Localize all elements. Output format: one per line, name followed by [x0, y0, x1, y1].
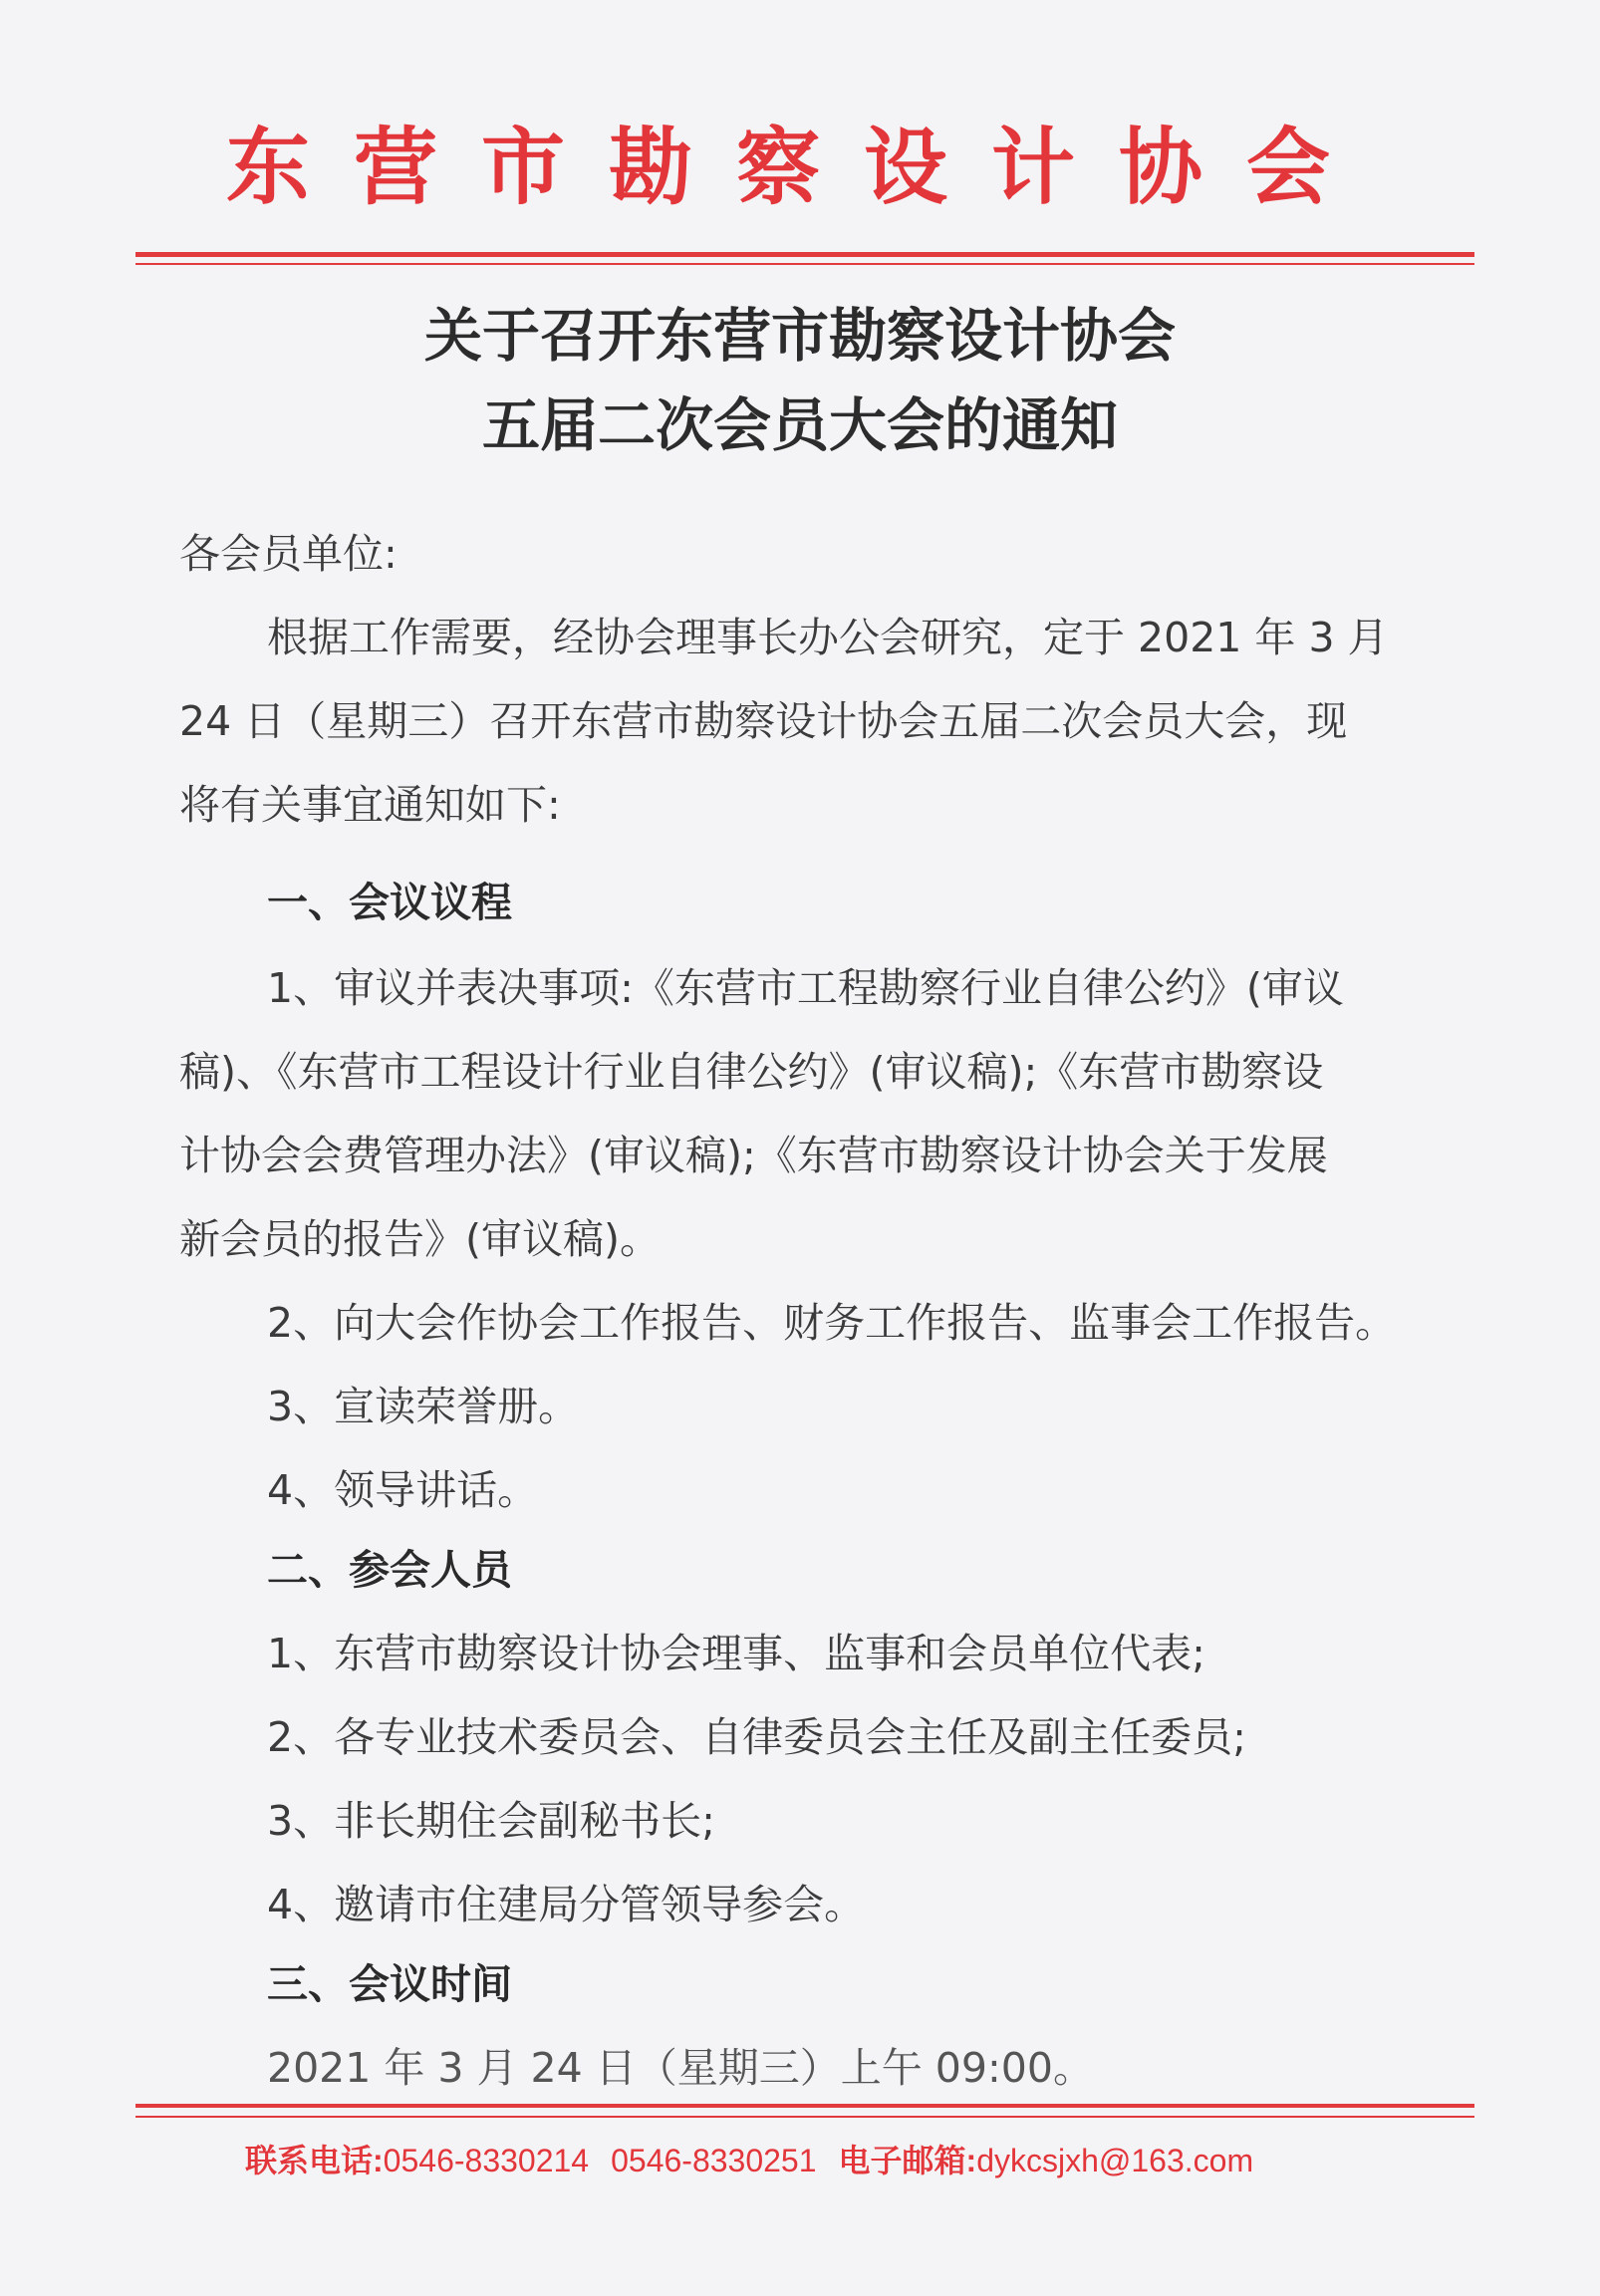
section-2-item-3: 3、非长期住会副秘书长;	[267, 1797, 715, 1845]
section-1-item-3: 3、宣读荣誉册。	[267, 1383, 580, 1430]
section-2-item-1: 1、东营市勘察设计协会理事、监事和会员单位代表;	[267, 1630, 1205, 1677]
section-1-item-1-line-1: 1、审议并表决事项:《东营市工程勘察行业自律公约》(审议	[267, 964, 1344, 1012]
phone-label: 联系电话:	[245, 2143, 384, 2178]
section-1-item-1-line-3: 计协会会费管理办法》(审议稿);《东营市勘察设计协会关于发展	[179, 1132, 1328, 1179]
notice-title-line-1: 关于召开东营市勘察设计协会	[423, 302, 1176, 370]
section-3-heading: 三、会议时间	[267, 1960, 512, 2008]
email-label: 电子邮箱:	[838, 2143, 977, 2178]
footer-contact	[245, 2138, 1253, 2183]
section-1-heading: 一、会议议程	[267, 879, 512, 926]
salutation: 各会员单位:	[179, 530, 398, 578]
intro-line-2: 24 日（星期三）召开东营市勘察设计协会五届二次会员大会，现	[179, 697, 1348, 745]
letterhead-organization-name: 东营市勘察设计协会	[225, 118, 1374, 216]
letterhead-rule-thick	[135, 252, 1474, 257]
section-1-item-2: 2、向大会作协会工作报告、财务工作报告、监事会工作报告。	[267, 1299, 1397, 1347]
section-1-item-1-line-4: 新会员的报告》(审议稿)。	[179, 1215, 661, 1263]
phone-number-1: 0546-8330214	[383, 2143, 590, 2178]
notice-title-line-2: 五届二次会员大会的通知	[481, 391, 1118, 459]
meeting-time: 2021 年 3 月 24 日（星期三）上午 09:00。	[267, 2044, 1094, 2092]
footer-rule-thick	[135, 2104, 1474, 2108]
phone-number-2: 0546-8330251	[611, 2143, 817, 2178]
section-1-item-1-line-2: 稿)、《东营市工程设计行业自律公约》(审议稿);《东营市勘察设	[179, 1048, 1324, 1096]
section-2-heading: 二、参会人员	[267, 1546, 512, 1594]
footer-rule-thin	[135, 2116, 1474, 2118]
letterhead-rule-thin	[135, 263, 1474, 265]
intro-line-1: 根据工作需要，经协会理事长办公会研究，定于 2021 年 3 月	[267, 614, 1389, 661]
section-2-item-2: 2、各专业技术委员会、自律委员会主任及副主任委员;	[267, 1713, 1246, 1761]
section-1-item-4: 4、领导讲话。	[267, 1466, 539, 1514]
section-2-item-4: 4、邀请市住建局分管领导参会。	[267, 1881, 866, 1928]
intro-line-3: 将有关事宜通知如下:	[179, 781, 561, 829]
email-address: dykcsjxh@163.com	[976, 2143, 1254, 2178]
